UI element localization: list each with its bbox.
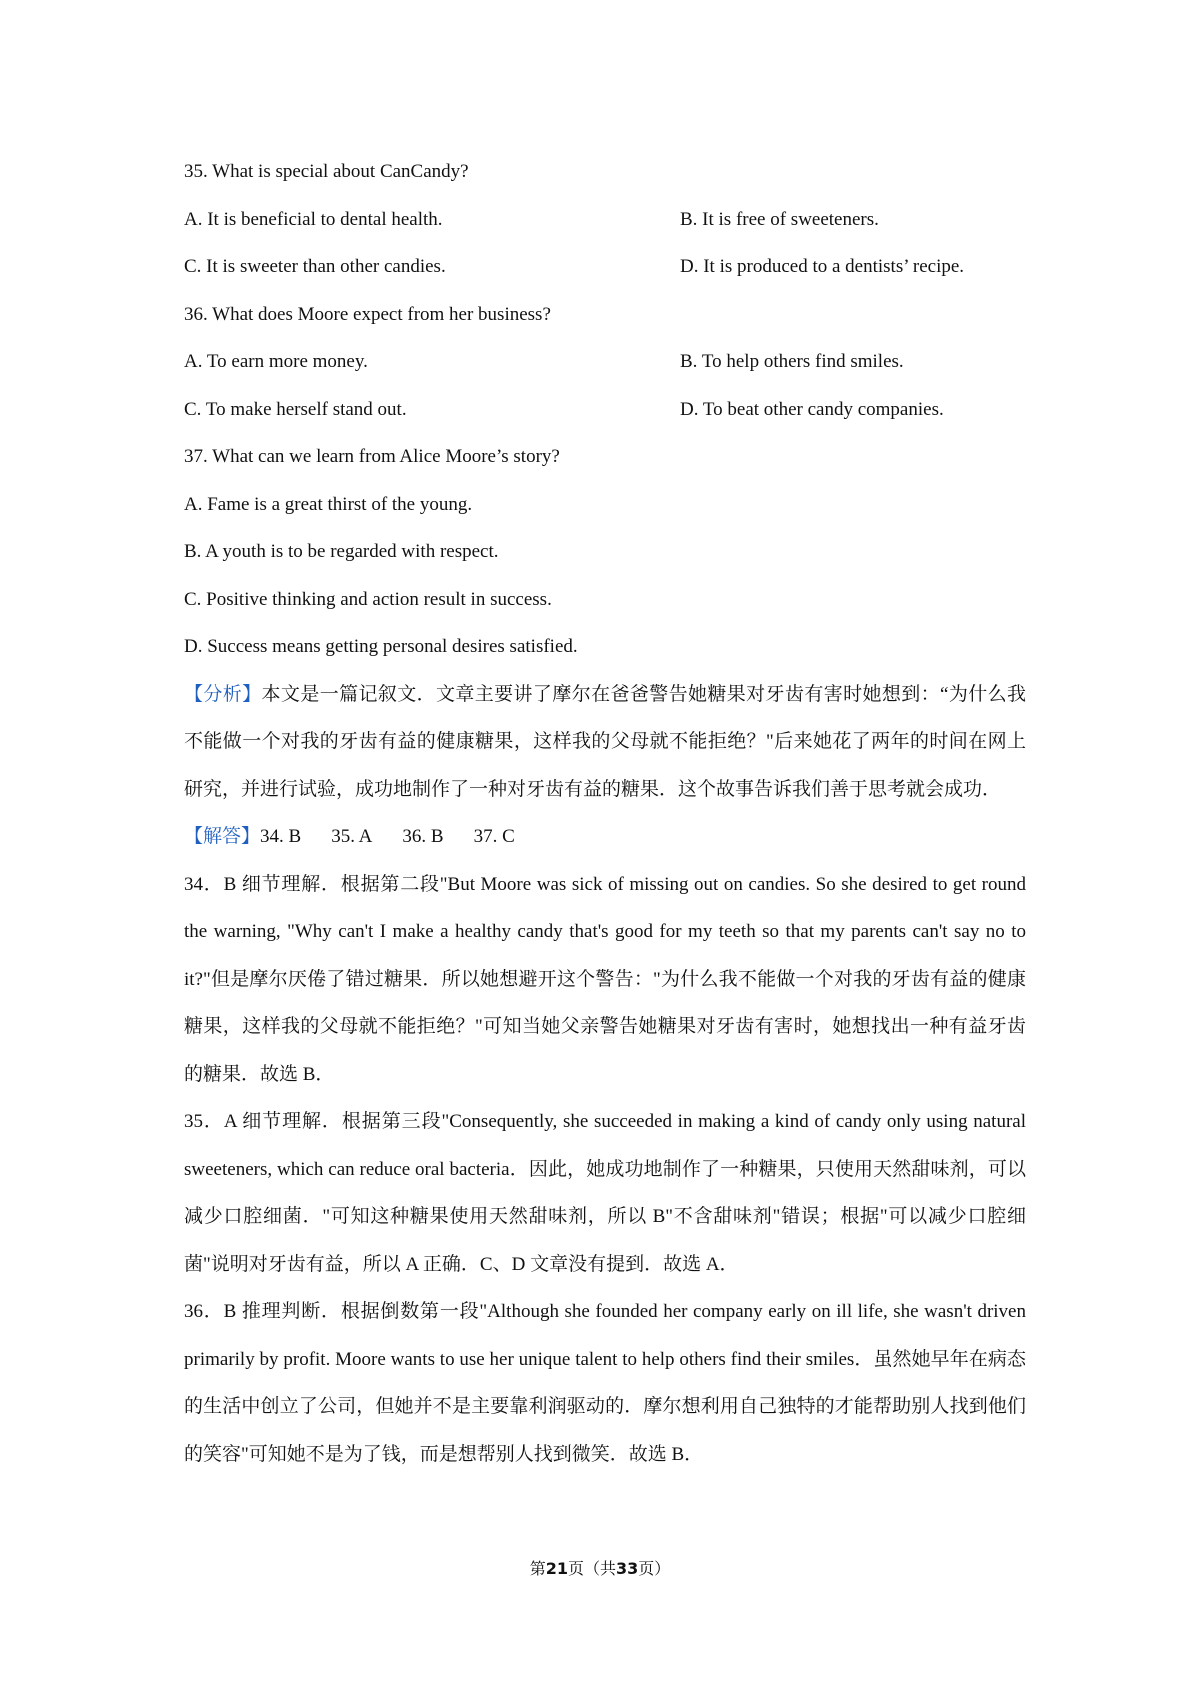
question-35-option-d: D. It is produced to a dentists’ recipe. (680, 256, 965, 277)
question-36-options-row-2 (184, 386, 1026, 434)
question-35-stem: 35. What is special about CanCandy? (184, 161, 469, 182)
footer-total-pages: 33 (616, 1559, 639, 1578)
footer-middle: 页（共 (567, 1559, 616, 1578)
answer-36: 36. B (402, 826, 444, 847)
explanation-35: 35．A 细节理解．根据第三段"Consequently, she succeeded in making a kind of candy only using natural sweeteners, which can reduce oral bacteria．因此，她成功地制作了一种糖果，只使用天然甜味剂，可以减少口腔细菌．"可知这种糖果使用天然甜味剂，所以 B"不含甜味剂"错误；根据"可以减少口腔细菌"说明对牙齿有益，所以 A 正确．C、D 文章没有提到．故选 A． (184, 1111, 1026, 1275)
explanation-34: 34．B 细节理解．根据第二段"But Moore was sick of missing out on candies. So she desired to get round the warning, "Why can't I make a healthy candy that's good for my teeth so that my parents can't say no to it?"但是摩尔厌倦了错过糖果．所以她想避开这个警告："为什么我不能做一个对我的牙齿有益的健康糖果，这样我的父母就不能拒绝？"可知当她父亲警告她糖果对牙齿有害时，她想找出一种有益牙齿的糖果．故选 B． (184, 873, 1026, 1085)
question-36-option-c: C. To make herself stand out. (184, 398, 407, 420)
explanation-36: 36．B 推理判断．根据倒数第一段"Although she founded her company early on ill life, she wasn't driven primarily by profit. Moore wants to use her unique talent to help others find their smiles．虽然她早年在病态的生活中创立了公司，但她并不是主要靠利润驱动的．摩尔想利用自己独特的才能帮助别人找到他们的笑容"可知她不是为了钱，而是想帮别人找到微笑．故选 B． (184, 1301, 1026, 1465)
analysis-tag: 【分析】 (184, 683, 262, 705)
page-footer (0, 1556, 1200, 1579)
footer-prefix: 第 (529, 1559, 546, 1578)
footer-suffix: 页） (638, 1559, 671, 1578)
answer-tag: 【解答】 (184, 826, 261, 847)
question-35-option-a: A. It is beneficial to dental health. (184, 208, 443, 230)
answer-37: 37. C (473, 826, 515, 847)
question-37-option-b: B. A youth is to be regarded with respect. (184, 541, 499, 562)
answer-key (184, 813, 1026, 861)
answer-34: 34. B (260, 826, 302, 847)
page-content (184, 148, 1026, 1478)
question-37-option-d: D. Success means getting personal desires satisfied. (184, 636, 578, 657)
question-37-option-a: A. Fame is a great thirst of the young. (184, 493, 473, 515)
question-35-options-row-1 (184, 196, 1026, 244)
analysis-paragraph (184, 671, 1026, 814)
question-37-option-c: C. Positive thinking and action result in success. (184, 588, 552, 610)
question-36-option-d: D. To beat other candy companies. (680, 398, 944, 420)
question-35-option-c: C. It is sweeter than other candies. (184, 256, 446, 277)
question-36-options-row-1 (184, 338, 1026, 386)
question-36-stem: 36. What does Moore expect from her business? (184, 303, 551, 325)
question-36-option-b: B. To help others find smiles. (680, 351, 904, 372)
question-37-stem: 37. What can we learn from Alice Moore’s story? (184, 446, 560, 467)
analysis-text: 本文是一篇记叙文．文章主要讲了摩尔在爸爸警告她糖果对牙齿有害时她想到：“为什么我不能做一个对我的牙齿有益的健康糖果，这样我的父母就不能拒绝？"后来她花了两年的时间在网上研究，并进行试验，成功地制作了一种对牙齿有益的糖果．这个故事告诉我们善于思考就会成功． (184, 683, 1026, 800)
question-36-option-a: A. To earn more money. (184, 351, 368, 372)
footer-page-number: 21 (545, 1559, 568, 1578)
answer-35: 35. A (331, 826, 373, 847)
question-35-option-b: B. It is free of sweeteners. (680, 208, 879, 230)
question-35-options-row-2 (184, 243, 1026, 291)
